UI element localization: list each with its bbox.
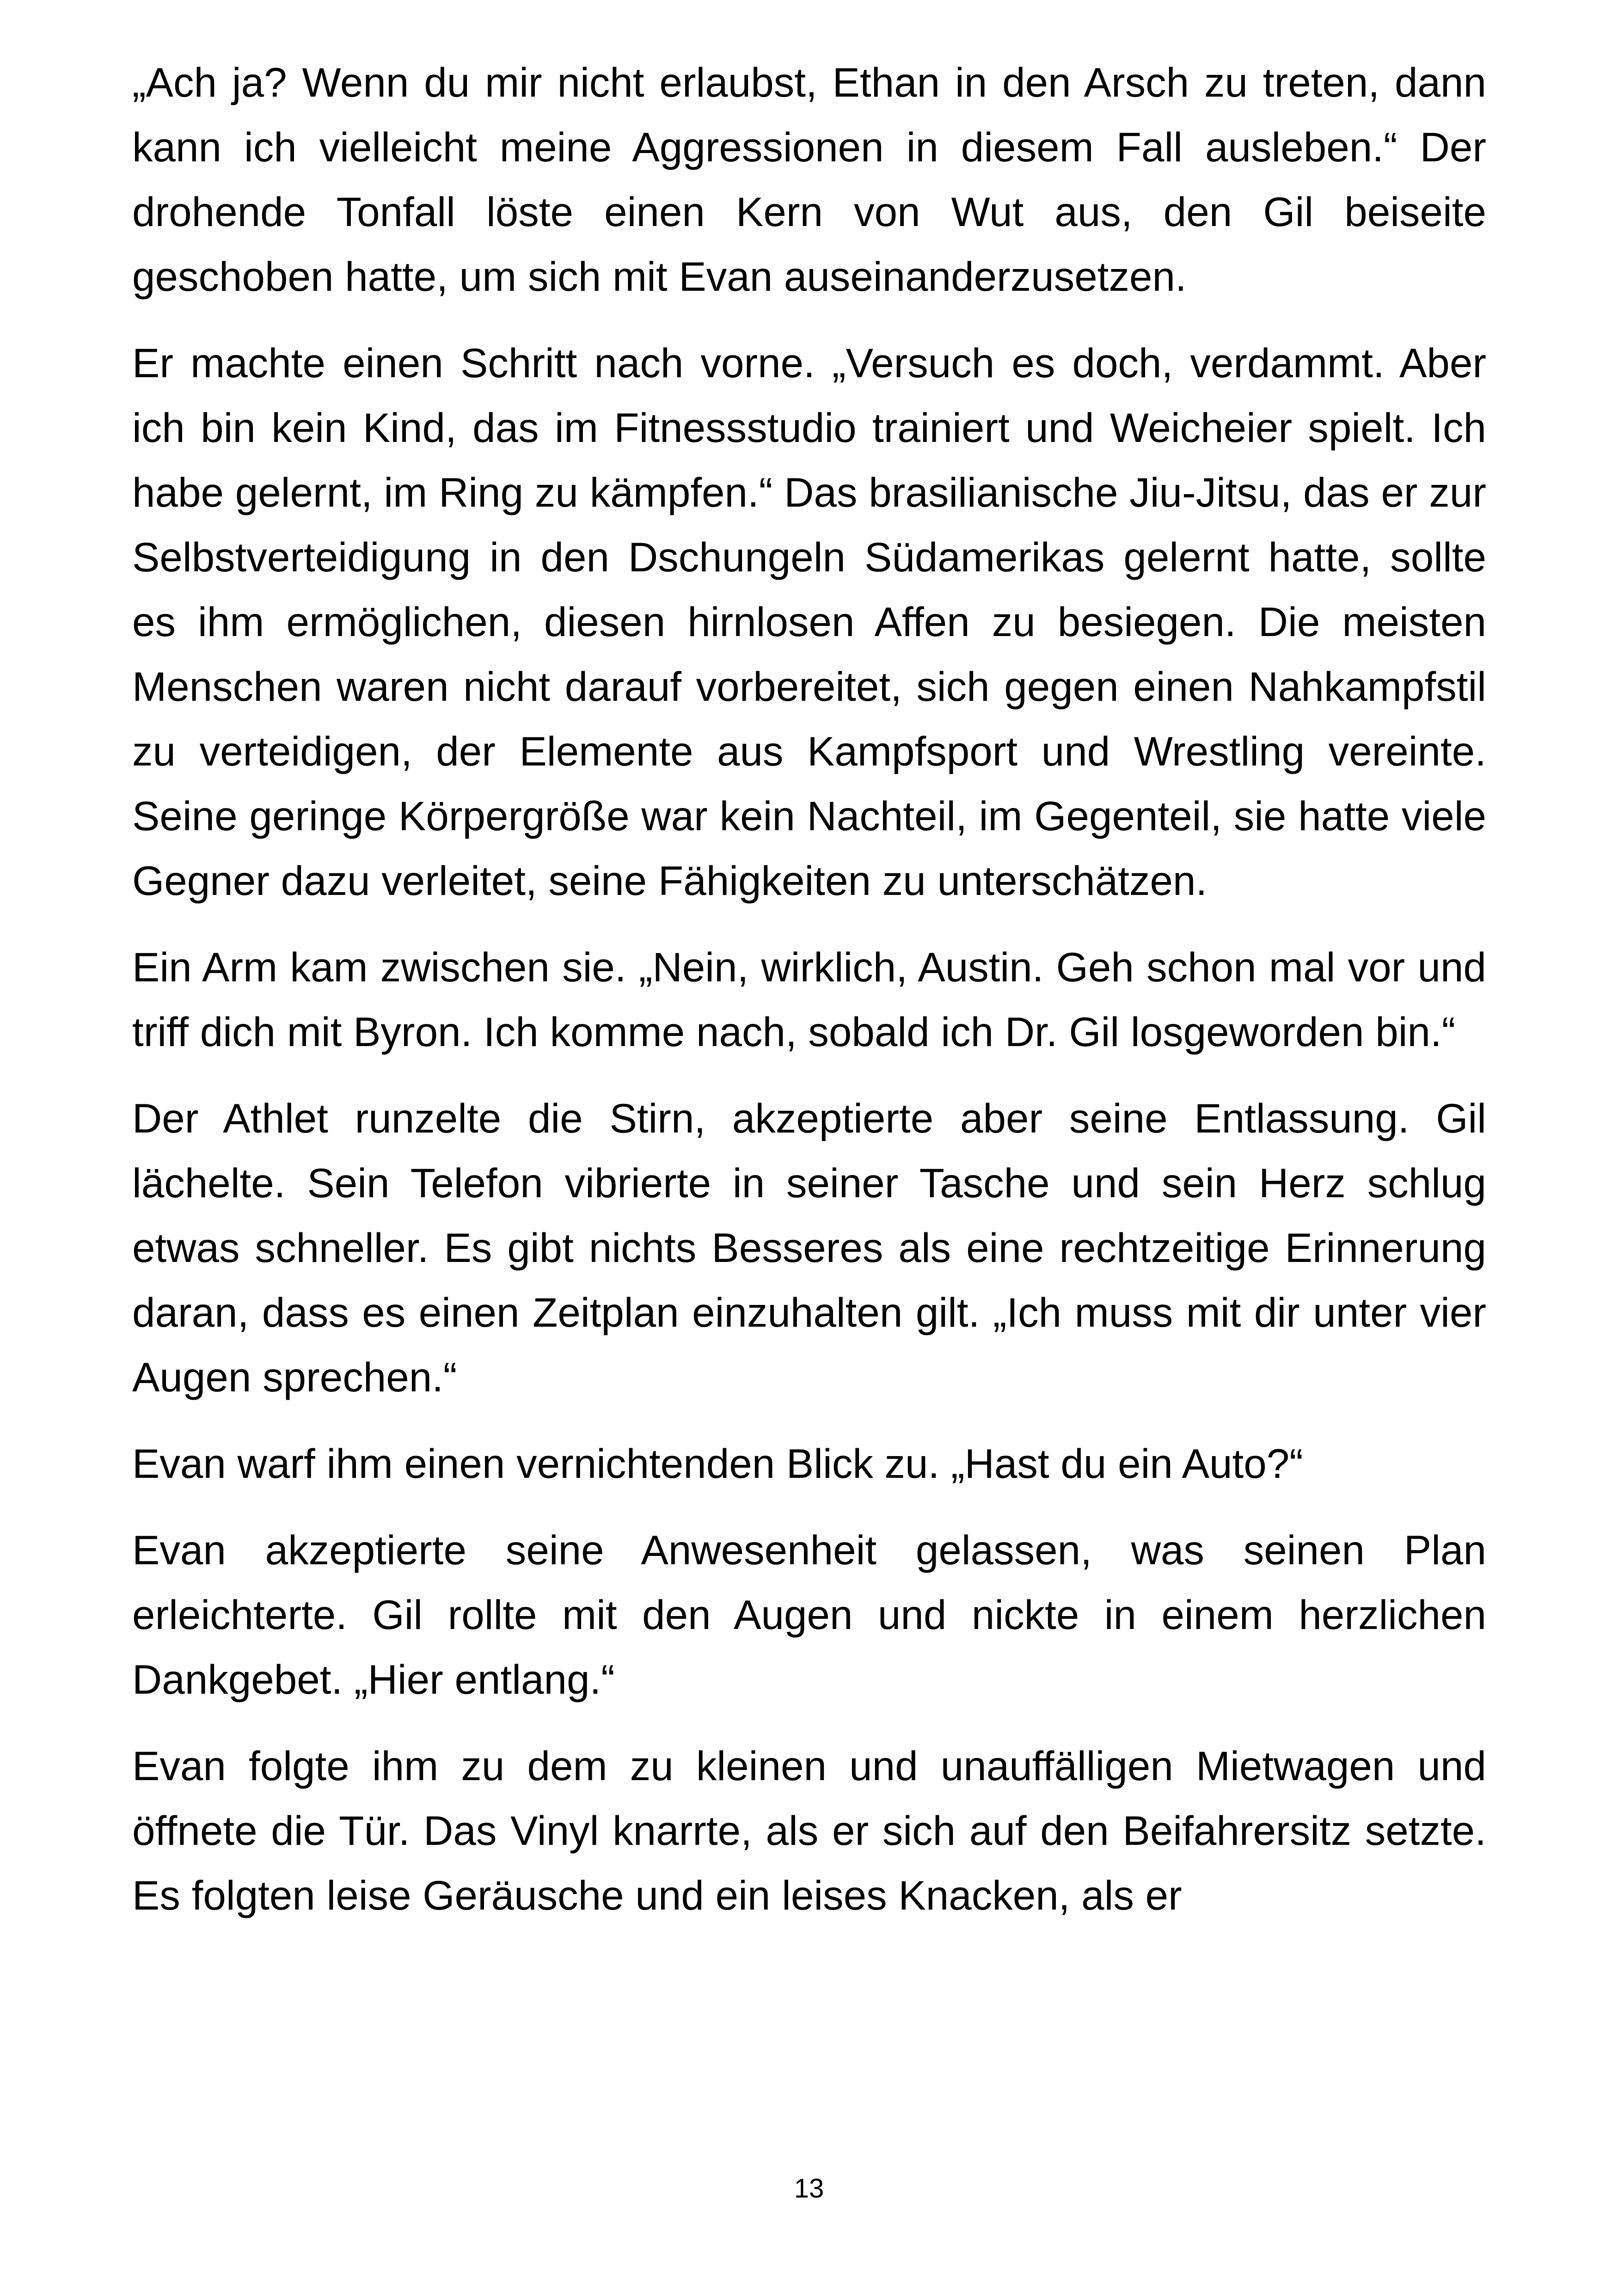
paragraph-3: Ein Arm kam zwischen sie. „Nein, wirklich, Austin. Geh schon mal vor und triff dich mit Byron. Ich komme nach, sobald ich Dr. Gil losgeworden bin.“ (132, 944, 1486, 1055)
paragraph-7: Evan folgte ihm zu dem zu kleinen und unauffälligen Mietwagen und öffnete die Tür. Das Vinyl knarrte, als er sich auf den Beifahrersitz setzte. Es folgten leise Geräusche und ein leises Knacken, als er (132, 1743, 1486, 1918)
page-body (132, 50, 1486, 1928)
paragraph-1: „Ach ja? Wenn du mir nicht erlaubst, Ethan in den Arsch zu treten, dann kann ich vielleicht meine Aggressionen in diesem Fall ausleben.“ Der drohende Tonfall löste einen Kern von Wut aus, den Gil beiseite geschoben hatte, um sich mit Evan auseinanderzusetzen. (132, 59, 1486, 300)
page-number: 13 (794, 2174, 824, 2204)
paragraph-6: Evan akzeptierte seine Anwesenheit gelassen, was seinen Plan erleichterte. Gil rollte mit den Augen und nickte in einem herzlichen Dankgebet. „Hier entlang.“ (132, 1527, 1486, 1702)
paragraph-5: Evan warf ihm einen vernichtenden Blick zu. „Hast du ein Auto?“ (132, 1440, 1303, 1487)
paragraph-4: Der Athlet runzelte die Stirn, akzeptierte aber seine Entlassung. Gil lächelte. Sein Telefon vibrierte in seiner Tasche und sein Herz schlug etwas schneller. Es gibt nichts Besseres als eine rechtzeitige Erinnerung daran, dass es einen Zeitplan einzuhalten gilt. „Ich muss mit dir unter vier Augen sprechen.“ (132, 1095, 1486, 1400)
paragraph-2: Er machte einen Schritt nach vorne. „Versuch es doch, verdammt. Aber ich bin kein Kind, das im Fitnessstudio trainiert und Weicheier spielt. Ich habe gelernt, im Ring zu kämpfen.“ Das brasilianische Jiu-Jitsu, das er zur Selbstverteidigung in den Dschungeln Südamerikas gelernt hatte, sollte es ihm ermöglichen, diesen hirnlosen Affen zu besiegen. Die meisten Menschen waren nicht darauf vorbereitet, sich gegen einen Nahkampfstil zu verteidigen, der Elemente aus Kampfsport und Wrestling vereinte. Seine geringe Körpergröße war kein Nachteil, im Gegenteil, sie hatte viele Gegner dazu verleitet, seine Fähigkeiten zu unterschätzen. (132, 340, 1486, 904)
